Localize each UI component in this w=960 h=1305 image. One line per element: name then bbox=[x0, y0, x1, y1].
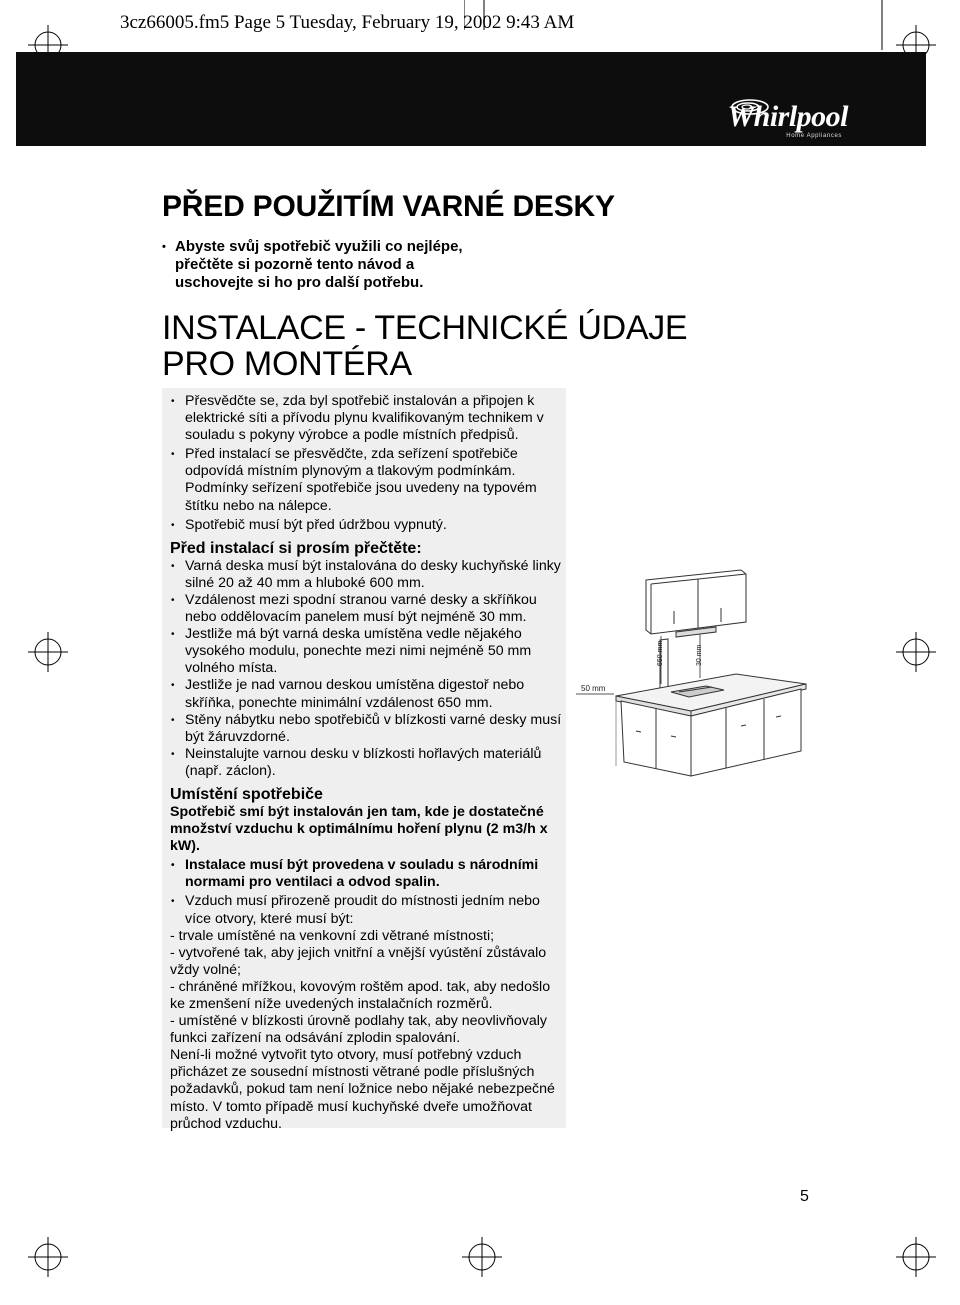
list-item: • Vzduch musí přirozeně proudit do místnosti jedním nebo více otvory, které musí být: bbox=[170, 893, 566, 927]
list-item: • Stěny nábytku nebo spotřebičů v blízkosti varné desky musí být žáruvzdorné. bbox=[170, 712, 566, 746]
brand-logo-subtitle: Home Appliances bbox=[786, 133, 842, 139]
intro-bullet bbox=[162, 238, 492, 292]
list-item: • Instalace musí být provedena v souladu s národními normami pro ventilaci a odvod spalin. bbox=[170, 857, 566, 891]
list-item: • Přesvědčte se, zda byl spotřebič instalován a připojen k elektrické síti a přívodu plynu kvalifikovaným technikem v souladu s pokyny výrobce a podle místních předpisů. bbox=[170, 393, 566, 444]
intro-text: Abyste svůj spotřebič využili co nejlépe, přečtěte si pozorně tento návod a uschovejte si ho pro další potřebu. bbox=[175, 238, 463, 291]
list-item: • Jestliže má být varná deska umístěna vedle nějakého vysokého modulu, ponechte mezi nimi nejméně 50 mm volného místa. bbox=[170, 626, 566, 677]
crop-mark-icon bbox=[880, 0, 910, 50]
frame-line: 3cz66005.fm5 Page 5 Tuesday, February 19, 2002 9:43 AM bbox=[120, 12, 575, 33]
list-item: • Varná deska musí být instalována do desky kuchyňské linky silné 20 až 40 mm a hluboké 600 mm. bbox=[170, 558, 566, 592]
brand-logo: Whirlpool bbox=[727, 100, 848, 133]
dash-item: - umístěné v blízkosti úrovně podlahy tak, aby neovlivňovaly funkci zařízení na odsávání zplodin spalování. bbox=[170, 1013, 547, 1047]
subheading-before-install: Před instalací si prosím přečtěte: bbox=[170, 539, 422, 557]
dash-item: - vytvořené tak, aby jejich vnitřní a vnější vyústění zůstávalo vždy volné; bbox=[170, 944, 547, 978]
crop-mark-icon bbox=[464, 0, 504, 30]
dash-item: - chráněné mřížkou, kovovým roštěm apod. tak, aby nedošlo ke zmenšení níže uvedených instalačních rozměrů. bbox=[170, 978, 551, 1012]
dash-item: - trvale umístěné na venkovní zdi větrané místnosti; bbox=[170, 927, 495, 944]
list-item: • Neinstalujte varnou desku v blízkosti hořlavých materiálů (např. záclon). bbox=[170, 746, 566, 780]
list-item: • Před instalací se přesvědčte, zda seřízení spotřebiče odpovídá místním plynovým a tlakovým podmínkám. Podmínky seřízení spotřebiče jsou uvedeny na typovém štítku nebo na nálepce. bbox=[170, 446, 566, 514]
section-title-before-use: PŘED POUŽITÍM VARNÉ DESKY bbox=[162, 190, 615, 223]
kitchen-installation-illustration bbox=[576, 566, 816, 786]
registration-mark-icon bbox=[28, 1237, 68, 1277]
final-paragraph: Není-li možné vytvořit tyto otvory, musí potřebný vzduch přicházet ze sousední místnosti větrané podle příslušných požadavků, pokud tam není ložnice nebo nějaké nebezpečné místo. V tomto případě musí kuchyňské dveře umožňovat průchod vzduchu. bbox=[170, 1047, 555, 1132]
info-column bbox=[170, 393, 566, 1133]
registration-mark-icon bbox=[28, 632, 68, 672]
registration-mark-icon bbox=[896, 1237, 936, 1277]
list-item: • Jestliže je nad varnou deskou umístěna digestoř nebo skříňka, ponechte minimální vzdálenost 650 mm. bbox=[170, 677, 566, 711]
dimension-label-50: 50 mm bbox=[581, 684, 606, 693]
dimension-label-30: 30 mm bbox=[696, 644, 703, 666]
placement-paragraph: Spotřebič smí být instalován jen tam, kde je dostatečné množství vzduchu k optimálnímu hoření plynu (2 m3/h x kW). bbox=[170, 803, 548, 855]
list-item: • Spotřebič musí být před údržbou vypnutý. bbox=[170, 517, 566, 534]
subheading-placement: Umístění spotřebiče bbox=[170, 785, 323, 803]
section-title-installation: INSTALACE - TECHNICKÉ ÚDAJE PRO MONTÉRA bbox=[162, 309, 688, 383]
dimension-label-650: 650 mm bbox=[657, 640, 664, 666]
registration-mark-icon bbox=[462, 1237, 502, 1277]
page-number: 5 bbox=[800, 1188, 809, 1205]
bullet-icon: • bbox=[162, 241, 166, 253]
registration-mark-icon bbox=[896, 632, 936, 672]
list-item: • Vzdálenost mezi spodní stranou varné desky a skříňkou nebo oddělovacím panelem musí být nejméně 30 mm. bbox=[170, 592, 566, 626]
